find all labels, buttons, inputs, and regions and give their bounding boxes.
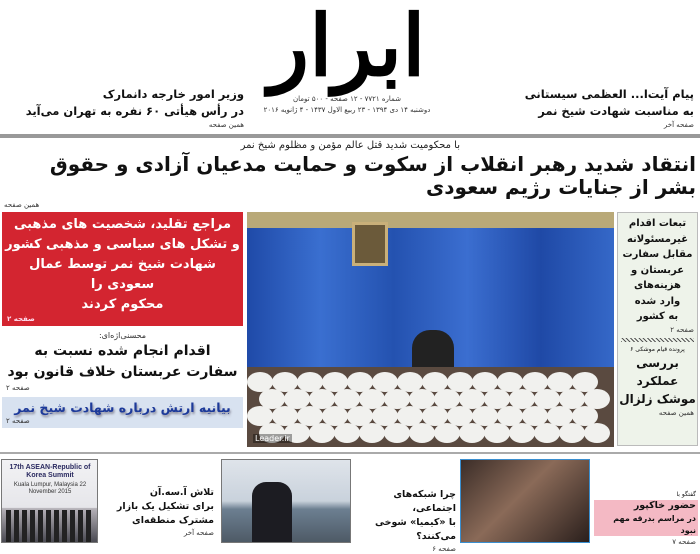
line: تبعات اقدام xyxy=(628,218,687,229)
line: چرا شبکه‌های اجتماعی، xyxy=(393,489,456,514)
turban xyxy=(534,423,560,443)
page-ref: همین صفحه xyxy=(208,121,244,129)
turban xyxy=(384,423,410,443)
line: سفارت عربستان خلاف قانون بود xyxy=(7,364,238,380)
turban xyxy=(434,423,460,443)
line: با «کیمیا» شوخی می‌کنند؟ xyxy=(375,517,456,542)
line: تلاش آ.سه.آن xyxy=(149,487,214,498)
divider xyxy=(621,338,694,342)
newspaper-logo: ابرار xyxy=(268,0,426,95)
divider xyxy=(0,134,700,138)
line: محکوم کردند xyxy=(81,297,164,312)
line: مراجع تقلید، شخصیت های مذهبی xyxy=(13,217,232,232)
kicker: محسنی‌اژه‌ای: xyxy=(98,331,147,340)
turban xyxy=(459,423,485,443)
turban xyxy=(409,423,435,443)
page-ref: صفحه ۶ xyxy=(432,545,456,553)
page-ref: صفحه ۲ xyxy=(6,417,30,425)
photo-asean-summit xyxy=(1,459,98,543)
line: عملکرد xyxy=(636,373,679,388)
kicker: پرونده قیام موشکی ۶ xyxy=(630,345,685,353)
photo-watermark: Leader.ir xyxy=(255,434,290,443)
leaders-row xyxy=(6,510,94,542)
line: به مناسبت شهادت شیخ نمر xyxy=(538,104,694,118)
line: حضور خاکپور xyxy=(633,500,696,511)
teaser-right[interactable] xyxy=(494,86,694,130)
page-ref: صفحه ۷ xyxy=(672,538,696,546)
line: اقدام انجام شده نسبت به xyxy=(34,343,211,359)
turban xyxy=(309,423,335,443)
line: وارد شده xyxy=(634,295,681,307)
bottom-story-1[interactable] xyxy=(596,490,696,547)
figures xyxy=(252,482,292,542)
page-ref: صفحه ۲ xyxy=(7,315,35,323)
issue-line: شماره ۷۷۲۱ - ۱۲ صفحه - ۵۰۰ تومان xyxy=(293,95,401,103)
turban xyxy=(334,423,360,443)
page-ref: صفحه آخر xyxy=(663,121,694,129)
line: در مراسم بدرقه مهم نبود xyxy=(613,514,696,535)
line: برای تشکیل یک بازار xyxy=(116,501,214,512)
line: بررسی xyxy=(636,355,679,370)
page-ref: همین صفحه xyxy=(658,408,694,417)
divider xyxy=(0,452,700,454)
line: هزینه‌های xyxy=(634,280,681,291)
headline: بیانیه ارتش درباره شهادت شیخ نمر xyxy=(14,400,231,415)
turban xyxy=(509,423,535,443)
lead-kicker: با محکومیت شدید قتل عالم مؤمن و مظلوم شیخ نمر xyxy=(240,140,460,151)
story-2[interactable] xyxy=(2,330,243,393)
turban xyxy=(584,423,610,443)
date-line: دوشنبه ۱۴ دی ۱۳۹۴ - ۲۳ ربیع الاول ۱۴۳۷ - ۴ ژانویه ۲۰۱۶ xyxy=(263,106,431,114)
red-box-story[interactable] xyxy=(2,212,243,326)
line: مشترک منطقه‌ای xyxy=(132,515,214,526)
turban xyxy=(559,423,585,443)
teaser-left[interactable] xyxy=(4,86,244,130)
lead-page: همین صفحه xyxy=(4,201,40,209)
kicker: گفتگو با xyxy=(676,491,696,498)
lead-headline[interactable]: انتقاد شدید رهبر انقلاب از سکوت و حمایت مدعیان آزادی و حقوق بشر از جنایات رژیم سعودی xyxy=(49,152,696,199)
line: مقابل سفارت xyxy=(622,249,693,260)
page-ref: صفحه آخر xyxy=(183,529,214,537)
line: غیرمسئولانه xyxy=(626,233,689,245)
photo-man-drinking xyxy=(460,459,590,543)
summit-banner: 17th ASEAN-Republic of Korea Summit xyxy=(9,464,91,479)
page-ref: صفحه ۲ xyxy=(6,384,30,392)
bottom-story-2[interactable] xyxy=(356,488,456,554)
story-3[interactable] xyxy=(2,397,243,428)
bottom-story-3[interactable] xyxy=(102,486,214,538)
turban xyxy=(359,423,385,443)
portrait-frame xyxy=(352,222,388,266)
lead-photo xyxy=(247,212,614,447)
ceiling xyxy=(247,212,614,228)
line: پیام آیت‌ا... العظمی سیستانی xyxy=(524,87,694,101)
left-column xyxy=(2,212,243,447)
line: موشک زلزال xyxy=(619,391,696,406)
line: و تشکل های سیاسی و مذهبی کشور xyxy=(5,237,240,252)
line: وزیر امور خارجه دانمارک xyxy=(102,87,244,101)
line: عربستان و xyxy=(630,264,685,276)
line: به کشور xyxy=(636,311,679,322)
photo-boat-women xyxy=(221,459,351,543)
sidebar-stories[interactable] xyxy=(617,212,698,446)
turban xyxy=(484,423,510,443)
line: در رأس هیأتی ۶۰ نفره به تهران می‌آید xyxy=(25,104,244,118)
line: شهادت شیخ نمر توسط عمال سعودی را xyxy=(29,257,216,292)
page-ref: صفحه ۲ xyxy=(670,325,694,334)
summit-sub: Kuala Lumpur, Malaysia 22 November 2015 xyxy=(13,482,87,495)
issue-info xyxy=(252,94,442,116)
